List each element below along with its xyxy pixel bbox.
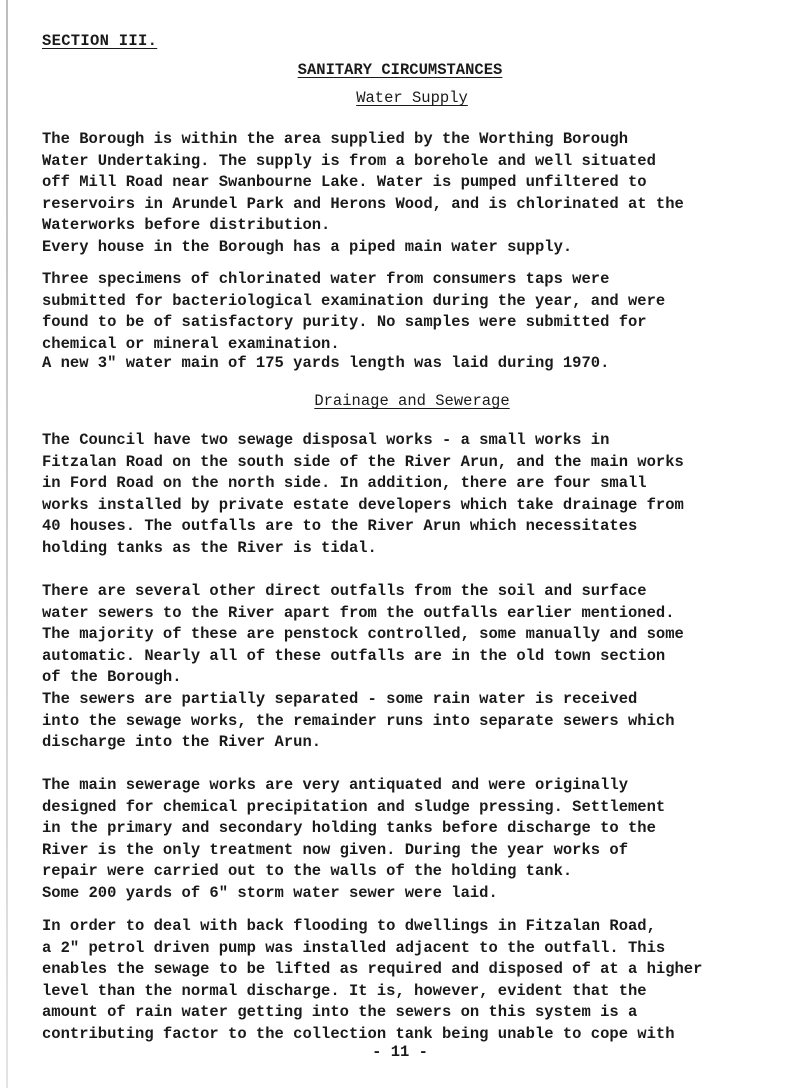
drainage-paragraph: In order to deal with back flooding to dwellings in Fitzalan Road, a 2" petrol driven pump was installed adjacent to the outfall. This enables the sewage to be lifted as required and disposed of at a higher level than the normal discharge. It is, however, evident that the amount of rain water getting into the sewers on this system is a contributing factor to the collection tank being unable to cope with (42, 917, 703, 1043)
water-paragraph: A new 3" water main of 175 yards length was laid during 1970. (42, 354, 610, 372)
page-title: SANITARY CIRCUMSTANCES (297, 61, 503, 79)
water-supply-heading: Water Supply (356, 89, 468, 107)
section-label: SECTION III. (42, 32, 158, 50)
drainage-heading: Drainage and Sewerage (314, 392, 510, 410)
water-paragraph: Three specimens of chlorinated water from consumers taps were submitted for bacteriological examination during the year, and were found to be of satisfactory purity. No samples were submitted for chemical or mineral examination. (42, 270, 666, 353)
drainage-paragraph: The Council have two sewage disposal works - a small works in Fitzalan Road on the south side of the River Arun, and the main works in Ford Road on the north side. In addition, there are four small works installed by private estate developers which take drainage from 40 houses. The outfalls are to the River Arun which necessitates holding tanks as the River is tidal. (42, 431, 684, 557)
drainage-paragraph: There are several other direct outfalls from the soil and surface water sewers to the River apart from the outfalls earlier mentioned. The majority of these are penstock controlled, some manually and some automatic. Nearly all of these outfalls are in the old town section of the Borough. (42, 582, 684, 686)
page-number: - 11 - (372, 1043, 428, 1061)
water-paragraph: The Borough is within the area supplied by the Worthing Borough Water Undertaking. The supply is from a borehole and well situated off Mill Road near Swanbourne Lake. Water is pumped unfiltered to reservoirs in Arundel Park and Herons Wood, and is chlorinated at the Waterworks before distribution. (42, 130, 684, 234)
drainage-paragraph: The main sewerage works are very antiquated and were originally designed for chemical precipitation and sludge pressing. Settlement in the primary and secondary holding tanks before discharge to the River is the only treatment now given. During the year works of repair were carried out to the walls of the holding tank. (42, 776, 666, 880)
drainage-paragraph: Some 200 yards of 6" storm water sewer were laid. (42, 884, 498, 902)
water-paragraph: Every house in the Borough has a piped main water supply. (42, 238, 573, 256)
drainage-paragraph: The sewers are partially separated - some rain water is received into the sewage works, the remainder runs into separate sewers which discharge into the River Arun. (42, 690, 675, 751)
